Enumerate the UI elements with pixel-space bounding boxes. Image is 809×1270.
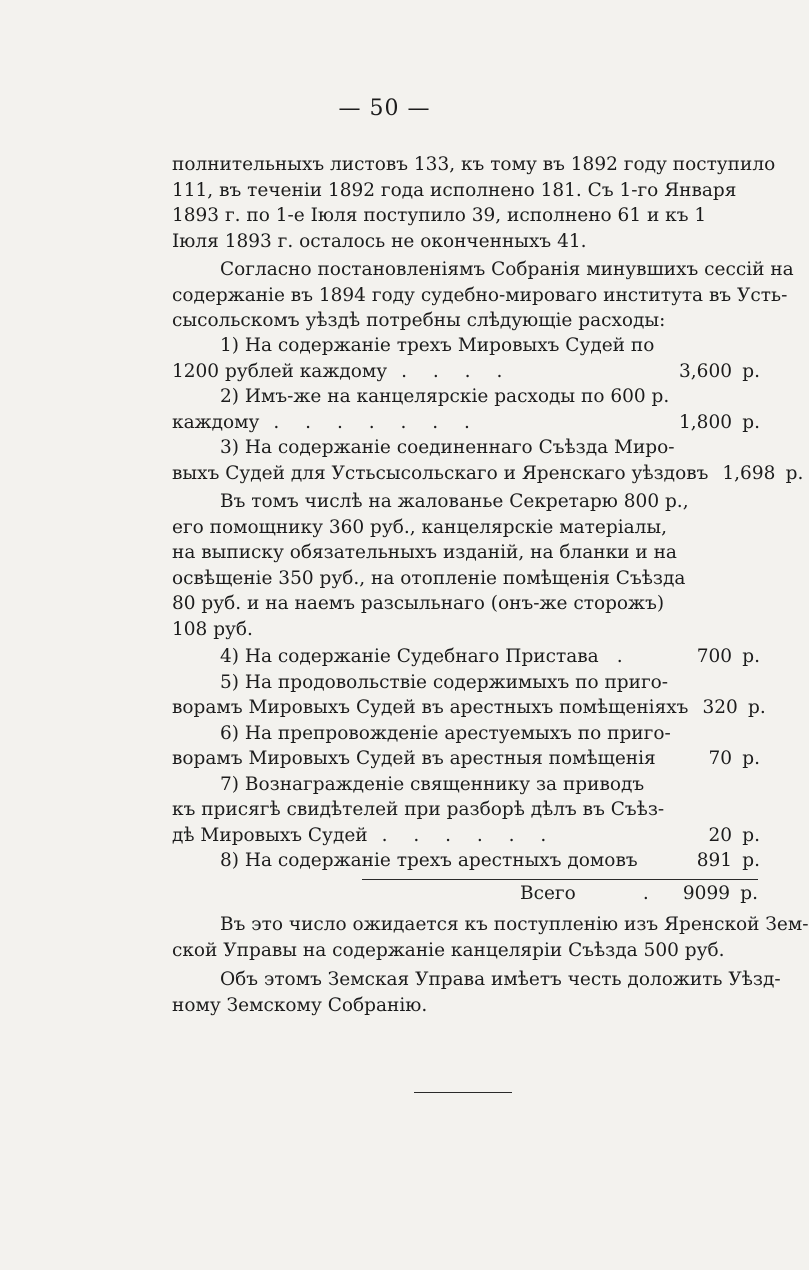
item-amount: 1,800 — [679, 411, 732, 433]
text-line: сысольскомъ уѣздѣ потребны слѣдующіе расходы: — [172, 310, 666, 331]
item-amount: 70 — [708, 748, 732, 769]
leader-dots: . . . . . . — [381, 824, 557, 846]
text-line: 1893 г. по 1-е Іюля поступило 39, исполнено 61 и къ 1 — [172, 205, 707, 226]
total-label: Всего — [520, 883, 576, 904]
text-line: содержаніе въ 1894 году судебно-мироваго института въ Усть- — [172, 284, 788, 306]
text-line: полнительныхъ листовъ 133, къ тому въ 1892 году поступило — [172, 154, 776, 175]
item-unit: р. — [742, 411, 760, 433]
expense-item-4-line — [172, 644, 760, 670]
expense-item-1-line — [172, 359, 760, 385]
intro-paragraph — [172, 152, 776, 254]
item-text: 2) Имъ-же на канцелярскіе расходы по 600 р. — [220, 386, 670, 407]
breakdown-paragraph — [172, 489, 689, 642]
item-unit: р. — [742, 360, 760, 382]
text-line: его помощнику 360 руб., канцелярскіе матеріалы, — [172, 516, 667, 538]
text-line: освѣщеніе 350 руб., на отопленіе помѣщенія Съѣзда — [172, 567, 686, 589]
item-text: дѣ Мировыхъ Судей — [172, 824, 368, 846]
item-unit: р. — [742, 850, 760, 871]
item-text: 8) На содержаніе трехъ арестныхъ домовъ — [220, 850, 638, 871]
page-number: — 50 — — [338, 96, 431, 121]
item-text: ворамъ Мировыхъ Судей въ арестныя помѣщенія — [172, 748, 656, 769]
expense-item-7-line — [172, 823, 760, 849]
item-unit: р. — [742, 646, 760, 667]
item-amount: 3,600 — [679, 360, 732, 382]
expense-item-2-line — [172, 384, 760, 410]
leader-dots: . . . . — [401, 360, 513, 382]
item-unit: р. — [748, 697, 766, 718]
expense-item-7-line — [172, 797, 760, 823]
item-text: 1200 рублей каждому — [172, 360, 388, 382]
item-amount: 320 — [702, 697, 738, 718]
item-unit: р. — [742, 824, 760, 846]
expense-item-2-line — [172, 410, 760, 436]
expense-item-8-line — [172, 848, 760, 874]
item-text: 5) На продовольствіе содержимыхъ по приго- — [220, 671, 669, 693]
expense-item-1-line — [172, 333, 760, 359]
item-text: каждому — [172, 411, 260, 433]
item-text: 3) На содержаніе соединеннаго Съѣзда Миро- — [220, 437, 675, 458]
text-line: Въ томъ числѣ на жалованье Секретарю 800 р., — [220, 491, 689, 512]
item-amount: 891 — [696, 850, 732, 871]
text-line: Въ это число ожидается къ поступленію изъ Яренской Зем- — [220, 914, 809, 935]
expense-item-5-line — [172, 670, 760, 696]
item-text: выхъ Судей для Устьсысольскаго и Яренскаго уѣздовъ — [172, 462, 709, 484]
item-amount: 20 — [708, 824, 732, 846]
expense-item-7-line — [172, 772, 760, 798]
text-line: 111, въ теченіи 1892 года исполнено 181. Съ 1-го Января — [172, 179, 737, 201]
text-line: 108 руб. — [172, 618, 253, 640]
leader-dots: . — [616, 646, 633, 667]
item-unit: р. — [742, 748, 760, 769]
end-rule — [414, 1092, 512, 1093]
expense-item-5-line — [172, 695, 766, 721]
total-row — [520, 881, 758, 907]
text-line: Объ этомъ Земская Управа имѣетъ честь доложить Уѣзд- — [220, 969, 781, 990]
expenses-intro-paragraph — [172, 257, 794, 334]
total-unit: р. — [740, 883, 758, 904]
item-amount: 700 — [696, 646, 732, 667]
sum-rule — [362, 879, 758, 880]
expense-items-1-3 — [172, 333, 804, 486]
item-text: 6) На препровожденіе арестуемыхъ по приго- — [220, 722, 671, 744]
leader-dots: . — [642, 883, 649, 904]
total-amount: 9099 — [682, 883, 730, 904]
text-line: Согласно постановленіямъ Собранія минувшихъ сессій на — [220, 259, 794, 280]
text-line: ской Управы на содержаніе канцеляріи Съѣзда 500 руб. — [172, 939, 725, 961]
text-line: ному Земскому Собранію. — [172, 994, 428, 1016]
closing-paragraphs — [172, 912, 809, 1018]
item-unit: р. — [785, 462, 804, 484]
item-text: 1) На содержаніе трехъ Мировыхъ Судей по — [220, 335, 655, 356]
expense-items-4-8 — [172, 644, 766, 874]
item-text: 7) Вознагражденіе священнику за приводъ — [220, 773, 645, 795]
item-text: къ присягѣ свидѣтелей при разборѣ дѣлъ въ Съѣз- — [172, 799, 665, 820]
text-line: Іюля 1893 г. осталось не оконченныхъ 41. — [172, 230, 587, 252]
leader-dots: . . . . . . . — [273, 411, 480, 433]
expense-item-3-line — [172, 461, 804, 487]
expense-item-6-line — [172, 746, 760, 772]
text-line: 80 руб. и на наемъ разсыльнаго (онъ-же сторожъ) — [172, 593, 665, 614]
item-text: 4) На содержаніе Судебнаго Пристава — [220, 646, 599, 667]
expense-item-6-line — [172, 721, 760, 747]
expense-item-3-line — [172, 435, 760, 461]
text-line: на выписку обязательныхъ изданій, на бланки и на — [172, 542, 677, 563]
item-text: ворамъ Мировыхъ Судей въ арестныхъ помѣщеніяхъ — [172, 697, 689, 718]
item-amount: 1,698 — [722, 462, 776, 484]
